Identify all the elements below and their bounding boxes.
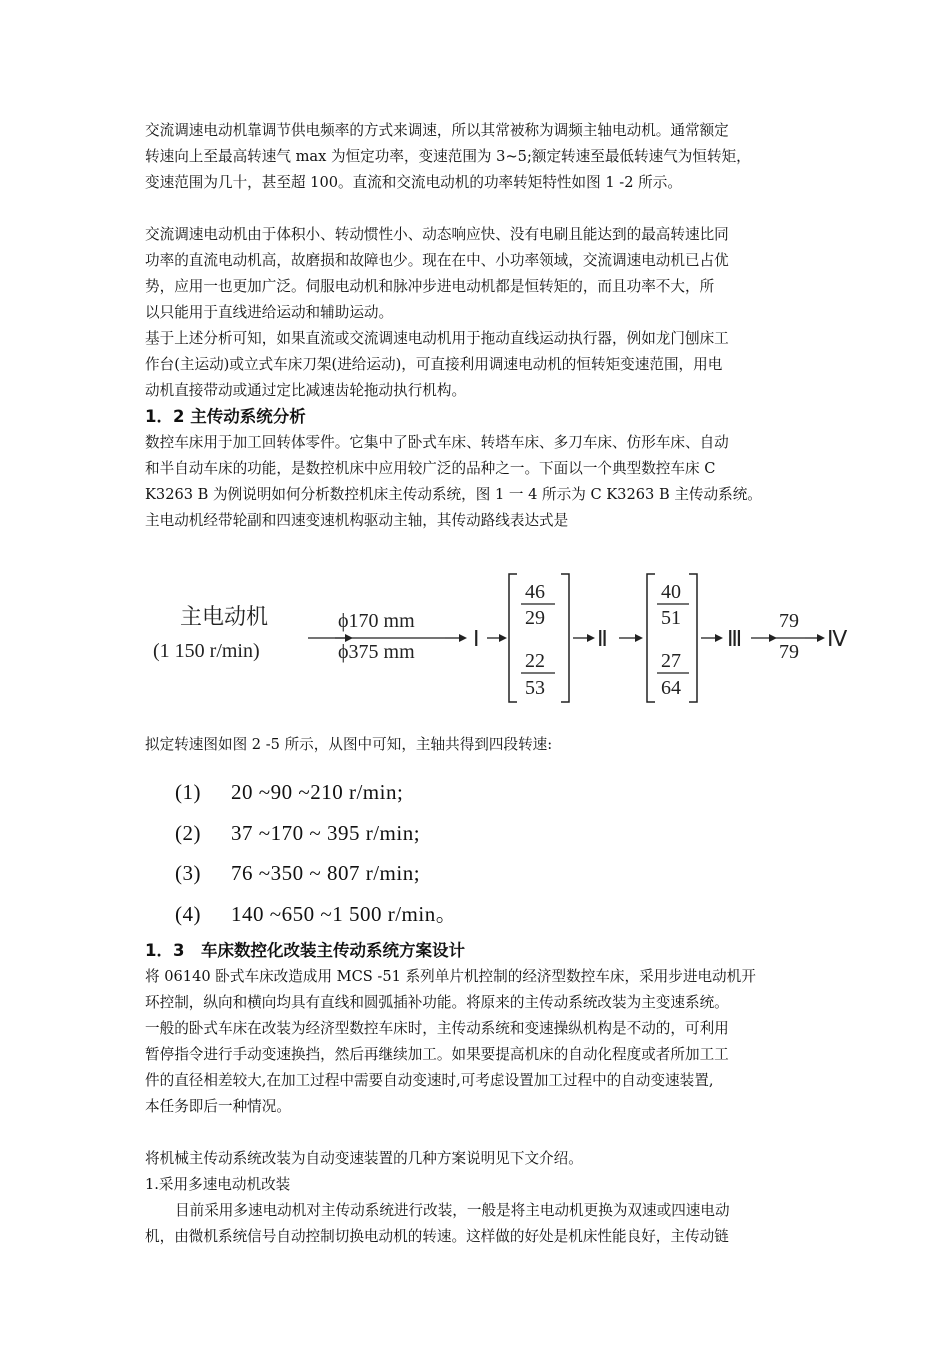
pulley-top: ϕ170 mm [338,610,415,632]
stage3-num: 79 [779,610,799,632]
speed-range-item [175,772,813,813]
speed-index: (4) [175,901,201,926]
text-line: 件的直径相差较大,在加工过程中需要自动变速时,可考虑设置加工过程中的自动变速装置, [145,1072,714,1089]
section-heading-1-2: 1．2 主传动系统分析 [145,407,306,426]
section-heading-1-3: 1．3 车床数控化改装主传动系统方案设计 [145,941,465,960]
stage1-num-top: 46 [525,581,545,603]
subheading-multi-speed-motor: 1.采用多速电动机改装 [145,1176,291,1193]
paragraph-cnc-lathe [145,430,813,534]
shaft-2: Ⅱ [597,626,608,651]
paragraph-analysis-conclusion [145,326,813,404]
text-line: 势，应用一也更加广泛。伺服电动机和脉冲步进电动机都是恒转矩的，而且功率不大，所 [145,278,715,295]
text-line: 数控车床用于加工回转体零件。它集中了卧式车床、转塔车床、多刀车床、仿形车床、自动 [145,434,729,451]
stage2-den-top: 51 [661,607,681,629]
text-line: 以只能用于直线进给运动和辅助运动。 [145,304,394,321]
paragraph-schemes-intro: 将机械主传动系统改装为自动变速装置的几种方案说明见下文介绍。 [145,1150,583,1167]
shaft-4: Ⅳ [827,626,848,651]
speed-range-item [175,853,813,894]
text-line: 作台(主运动)或立式车床刀架(进给运动)，可直接利用调速电动机的恒转矩变速范围，用电 [145,356,723,373]
formula-svg [145,560,865,732]
speed-index: (3) [175,861,201,885]
stage3-den: 79 [779,641,799,663]
speed-index: (2) [175,820,201,845]
speed-range-text: 20 ~90 ~210 r/min; [231,780,404,804]
text-line: 基于上述分析可知，如果直流或交流调速电动机用于拖动直线运动执行器，例如龙门刨床工 [145,330,729,347]
stage1-num-bottom: 22 [525,650,545,672]
pulley-bottom: ϕ375 mm [338,641,415,663]
text-line: 一般的卧式车床在改装为经济型数控车床时，主传动系统和变速操纵机构是不动的，可利用 [145,1020,729,1037]
stage2-num-bottom: 27 [661,650,681,672]
speed-range-text: 76 ~350 ~ 807 r/min; [231,861,421,885]
text-line: 目前采用多速电动机对主传动系统进行改装，一般是将主电动机更换为双速或四速电动 [175,1202,730,1219]
text-line: 将 06140 卧式车床改造成用 MCS -51 系列单片机控制的经济型数控车床，采用步进电动机开 [145,968,756,985]
paragraph-speed-diagram: 拟定转速图如图 2 -5 所示，从图中可知，主轴共得到四段转速: [145,736,553,753]
speed-range-text: 37 ~170 ~ 395 r/min; [231,820,421,845]
shaft-1: Ⅰ [473,626,480,651]
document-content [145,118,848,1250]
stage2-den-bottom: 64 [661,677,681,699]
text-line: 动机直接带动或通过定比减速齿轮拖动执行机构。 [145,382,467,399]
text-line: 交流调速电动机由于体积小、转动惯性小、动态响应快、没有电刷且能达到的最高转速比同 [145,226,729,243]
speed-index: (1) [175,780,201,804]
text-line: 变速范围为几十，甚至超 100。直流和交流电动机的功率转矩特性如图 1 -2 所示。 [145,174,682,191]
paragraph-multi-speed-motor [145,1198,813,1250]
text-line: K3263 B 为例说明如何分析数控机床主传动系统，图 1 一 4 所示为 C K3263 B 主传动系统。 [145,486,762,503]
text-line: 和半自动车床的功能，是数控机床中应用较广泛的品种之一。下面以一个典型数控车床 C [145,460,716,477]
stage2-num-top: 40 [661,581,681,603]
text-line: 主电动机经带轮副和四速变速机构驱动主轴，其传动路线表达式是 [145,512,569,529]
stage1-den-top: 29 [525,607,545,629]
speed-range-item [175,813,813,854]
motor-label: 主电动机 [180,604,269,629]
shaft-3: Ⅲ [727,626,743,651]
text-line: 环控制，纵向和横向均具有直线和圆弧插补功能。将原来的主传动系统改装为主变速系统。 [145,994,729,1011]
text-line: 机，由微机系统信号自动控制切换电动机的转速。这样做的好处是机床性能良好，主传动链 [145,1228,729,1245]
text-line: 交流调速电动机靠调节供电频率的方式来调速，所以其常被称为调频主轴电动机。通常额定 [145,122,729,139]
motor-speed: (1 150 r/min) [153,640,260,662]
text-line: 功率的直流电动机高，故磨损和故障也少。现在在中、小功率领域，交流调速电动机已占优 [145,252,729,269]
text-line: 本任务即后一种情况。 [145,1098,291,1115]
paragraph-ac-motor-intro [145,118,813,196]
speed-range-text: 140 ~650 ~1 500 r/min。 [231,901,458,926]
speed-range-item [175,894,813,935]
spindle-speed-list [145,772,813,934]
text-line: 转速向上至最高转速气 max 为恒定功率，变速范围为 3~5;额定转速至最低转速气为恒转矩， [145,148,751,165]
transmission-route-formula [145,560,848,732]
paragraph-lathe-retrofit [145,964,813,1120]
paragraph-ac-motor-advantages [145,222,813,326]
stage1-den-bottom: 53 [525,677,545,699]
text-line: 暂停指令进行手动变速换挡，然后再继续加工。如果要提高机床的自动化程度或者所加工工 [145,1046,729,1063]
